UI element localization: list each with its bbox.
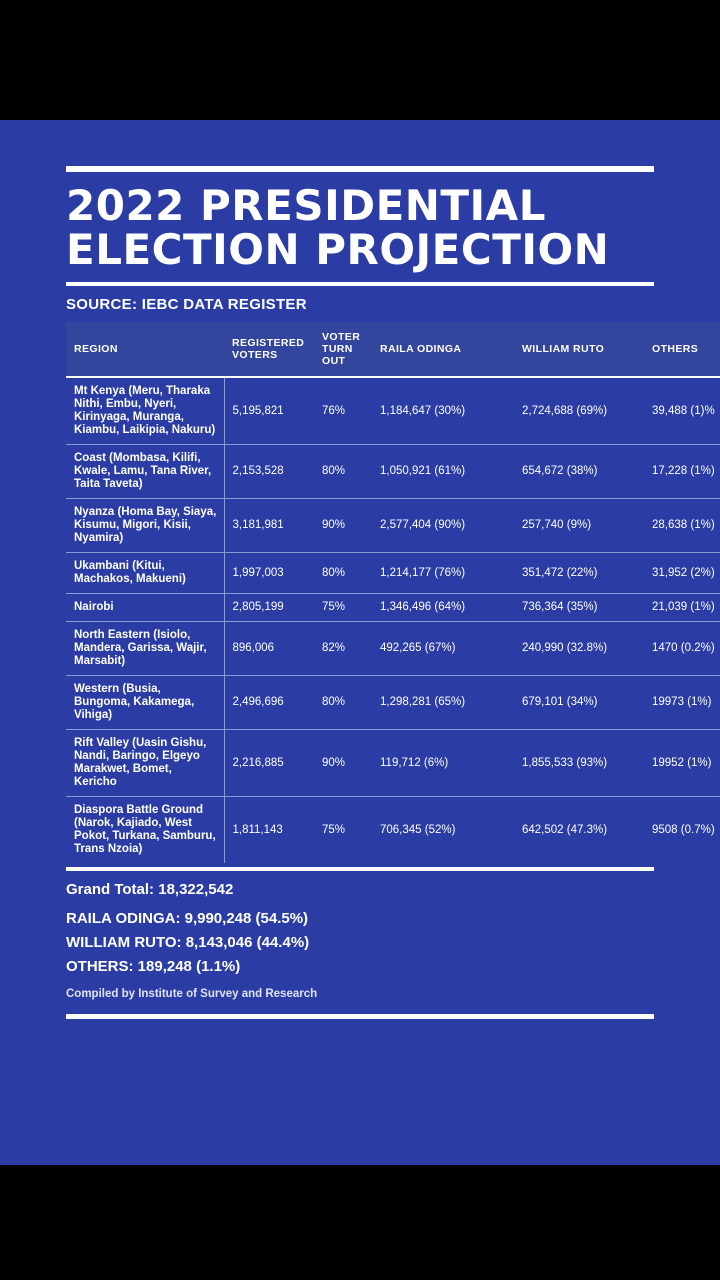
cell-region: Coast (Mombasa, Kilifi, Kwale, Lamu, Tana River, Taita Taveta)	[66, 445, 224, 499]
ruto-votes-percent: (69%)	[576, 404, 608, 417]
ruto-votes-value: 2,724,688	[522, 404, 574, 417]
table-header-row	[66, 322, 720, 377]
raila-votes-value: 1,214,177	[380, 566, 432, 579]
cell-ruto-votes	[514, 499, 644, 553]
raila-votes-value: 119,712	[380, 756, 421, 769]
ruto-votes-value: 351,472	[522, 566, 564, 579]
total-label-raila: RAILA ODINGA:	[66, 910, 181, 927]
total-row-raila	[66, 910, 654, 927]
cell-region: Diaspora Battle Ground (Narok, Kajiado, West Pokot, Turkana, Samburu, Trans Nzoia)	[66, 797, 224, 864]
total-percent-raila: (54.5%)	[255, 910, 309, 927]
raila-votes-percent: (64%)	[434, 601, 466, 613]
raila-votes-percent: (6%)	[423, 756, 449, 769]
page-title-line-1: 2022 PRESIDENTIAL	[66, 181, 546, 230]
source-label: SOURCE: IEBC DATA REGISTER	[66, 296, 307, 313]
cell-registered-voters: 1,997,003	[224, 553, 314, 594]
cell-raila-votes	[372, 594, 514, 622]
raila-votes-percent: (90%)	[434, 519, 466, 531]
ruto-votes-value: 736,364	[522, 601, 564, 613]
total-value-raila: 9,990,248	[184, 910, 252, 927]
cell-raila-votes	[372, 445, 514, 499]
others-votes-value: 17,228	[652, 465, 688, 477]
cell-raila-votes	[372, 676, 514, 730]
table-body	[66, 377, 720, 863]
cell-registered-voters: 2,216,885	[224, 730, 314, 797]
total-value-ruto: 8,143,046	[185, 934, 253, 951]
total-percent-others: (1.1%)	[196, 958, 241, 975]
cell-voter-turnout: 80%	[314, 445, 372, 499]
table-row	[66, 594, 720, 622]
column-header-raila-odinga: RAILA ODINGA	[372, 322, 514, 377]
ruto-votes-value: 679,101	[522, 696, 564, 708]
top-divider	[66, 166, 654, 172]
table-row	[66, 730, 720, 797]
ruto-votes-percent: (22%)	[566, 566, 598, 579]
cell-voter-turnout: 90%	[314, 730, 372, 797]
others-votes-percent: (0.7%)	[680, 823, 715, 836]
ruto-votes-percent: (35%)	[566, 601, 598, 613]
total-row-ruto	[66, 934, 654, 951]
ruto-votes-percent: (38%)	[566, 465, 598, 477]
ruto-votes-percent: (34%)	[566, 696, 598, 708]
election-projection-poster	[0, 120, 720, 1165]
cell-raila-votes	[372, 797, 514, 864]
raila-votes-percent: (52%)	[424, 823, 456, 836]
raila-votes-percent: (67%)	[424, 642, 456, 654]
raila-votes-value: 1,050,921	[380, 465, 432, 477]
total-row-others	[66, 958, 654, 975]
cell-region: Rift Valley (Uasin Gishu, Nandi, Baringo, Elgeyo Marakwet, Bomet, Kericho	[66, 730, 224, 797]
others-votes-percent: (1%)	[690, 519, 715, 531]
cell-others-votes	[644, 499, 720, 553]
cell-voter-turnout: 80%	[314, 553, 372, 594]
cell-registered-voters: 5,195,821	[224, 377, 314, 445]
others-votes-value: 39,488	[652, 404, 688, 417]
column-header-others: OTHERS	[644, 322, 720, 377]
ruto-votes-percent: (93%)	[576, 756, 608, 769]
others-votes-value: 19973	[652, 696, 684, 708]
cell-registered-voters: 2,496,696	[224, 676, 314, 730]
table-row	[66, 377, 720, 445]
column-header-region: REGION	[66, 322, 224, 377]
cell-others-votes	[644, 553, 720, 594]
cell-raila-votes	[372, 499, 514, 553]
raila-votes-value: 2,577,404	[380, 519, 432, 531]
projection-table	[66, 322, 720, 863]
ruto-votes-value: 642,502	[522, 823, 564, 836]
ruto-votes-value: 240,990	[522, 642, 564, 654]
cell-registered-voters: 896,006	[224, 622, 314, 676]
raila-votes-value: 1,346,496	[380, 601, 432, 613]
cell-voter-turnout: 80%	[314, 676, 372, 730]
table-row	[66, 499, 720, 553]
title-divider	[66, 282, 654, 286]
raila-votes-value: 1,184,647	[380, 404, 432, 417]
cell-region: Western (Busia, Bungoma, Kakamega, Vihiga)	[66, 676, 224, 730]
total-percent-ruto: (44.4%)	[256, 934, 310, 951]
cell-voter-turnout: 90%	[314, 499, 372, 553]
candidate-totals	[66, 910, 654, 975]
cell-ruto-votes	[514, 445, 644, 499]
cell-registered-voters: 2,805,199	[224, 594, 314, 622]
column-header-voter-turnout: VOTER TURN OUT	[314, 322, 372, 377]
table-row	[66, 797, 720, 864]
credit-line: Compiled by Institute of Survey and Research	[66, 988, 318, 1000]
cell-others-votes	[644, 445, 720, 499]
cell-others-votes	[644, 622, 720, 676]
grand-total-label: Grand Total:	[66, 881, 155, 898]
column-header-william-ruto: WILLIAM RUTO	[514, 322, 644, 377]
raila-votes-value: 492,265	[380, 642, 422, 654]
cell-voter-turnout: 82%	[314, 622, 372, 676]
others-votes-percent: (1%)	[690, 465, 715, 477]
raila-votes-percent: (61%)	[434, 465, 466, 477]
cell-ruto-votes	[514, 676, 644, 730]
cell-ruto-votes	[514, 730, 644, 797]
others-votes-percent: (1)%	[690, 404, 715, 417]
others-votes-value: 1470	[652, 642, 678, 654]
others-votes-percent: (1%)	[687, 696, 712, 708]
raila-votes-percent: (30%)	[434, 404, 466, 417]
cell-others-votes	[644, 594, 720, 622]
cell-ruto-votes	[514, 594, 644, 622]
cell-voter-turnout: 75%	[314, 594, 372, 622]
cell-region: Ukambani (Kitui, Machakos, Makueni)	[66, 553, 224, 594]
grand-total	[66, 881, 654, 898]
cell-region: Nyanza (Homa Bay, Siaya, Kisumu, Migori, Kisii, Nyamira)	[66, 499, 224, 553]
raila-votes-value: 1,298,281	[380, 696, 432, 708]
cell-registered-voters: 1,811,143	[232, 823, 283, 836]
table-header	[66, 322, 720, 377]
cell-raila-votes	[372, 553, 514, 594]
page-title	[66, 181, 654, 274]
others-votes-value: 19952	[652, 756, 684, 769]
cell-raila-votes	[372, 377, 514, 445]
others-votes-value: 28,638	[652, 519, 688, 531]
others-votes-percent: (0.2%)	[680, 642, 715, 654]
others-votes-percent: (1%)	[690, 601, 715, 613]
others-votes-value: 21,039	[652, 601, 688, 613]
table-bottom-divider	[66, 867, 654, 871]
ruto-votes-percent: (47.3%)	[566, 823, 608, 836]
table-row	[66, 676, 720, 730]
cell-registered-voters: 2,153,528	[224, 445, 314, 499]
others-votes-percent: (2%)	[690, 566, 715, 579]
total-value-others: 189,248	[137, 958, 192, 975]
grand-total-value: 18,322,542	[158, 881, 234, 898]
ruto-votes-percent: (9%)	[566, 519, 592, 531]
total-label-ruto: WILLIAM RUTO:	[66, 934, 182, 951]
ruto-votes-value: 654,672	[522, 465, 564, 477]
cell-raila-votes	[372, 730, 514, 797]
others-votes-value: 31,952	[652, 566, 688, 579]
cell-region: Mt Kenya (Meru, Tharaka Nithi, Embu, Nyeri, Kirinyaga, Muranga, Kiambu, Laikipia, Nakuru)	[66, 377, 224, 445]
cell-region: Nairobi	[66, 594, 224, 622]
raila-votes-percent: (65%)	[434, 696, 466, 708]
cell-others-votes	[644, 377, 720, 445]
cell-others-votes	[644, 730, 720, 797]
others-votes-value: 9508	[652, 823, 678, 836]
cell-ruto-votes	[514, 553, 644, 594]
table-row	[66, 445, 720, 499]
others-votes-percent: (1%)	[687, 756, 712, 769]
table-row	[66, 622, 720, 676]
ruto-votes-percent: (32.8%)	[566, 642, 608, 654]
cell-voter-turnout: 75%	[322, 823, 346, 836]
bottom-divider	[66, 1014, 654, 1019]
ruto-votes-value: 1,855,533	[522, 756, 574, 769]
raila-votes-percent: (76%)	[434, 566, 466, 579]
table-row	[66, 553, 720, 594]
cell-registered-voters: 3,181,981	[224, 499, 314, 553]
raila-votes-value: 706,345	[380, 823, 422, 836]
page-title-line-2: ELECTION PROJECTION	[66, 225, 610, 274]
cell-raila-votes	[372, 622, 514, 676]
cell-ruto-votes	[514, 622, 644, 676]
total-label-others: OTHERS:	[66, 958, 134, 975]
cell-region: North Eastern (Isiolo, Mandera, Garissa, Wajir, Marsabit)	[66, 622, 224, 676]
cell-others-votes	[644, 676, 720, 730]
cell-ruto-votes	[514, 797, 644, 864]
ruto-votes-value: 257,740	[522, 519, 564, 531]
cell-ruto-votes	[514, 377, 644, 445]
cell-voter-turnout: 76%	[314, 377, 372, 445]
cell-others-votes	[644, 797, 720, 864]
column-header-registered-voters: REGISTERED VOTERS	[224, 322, 314, 377]
